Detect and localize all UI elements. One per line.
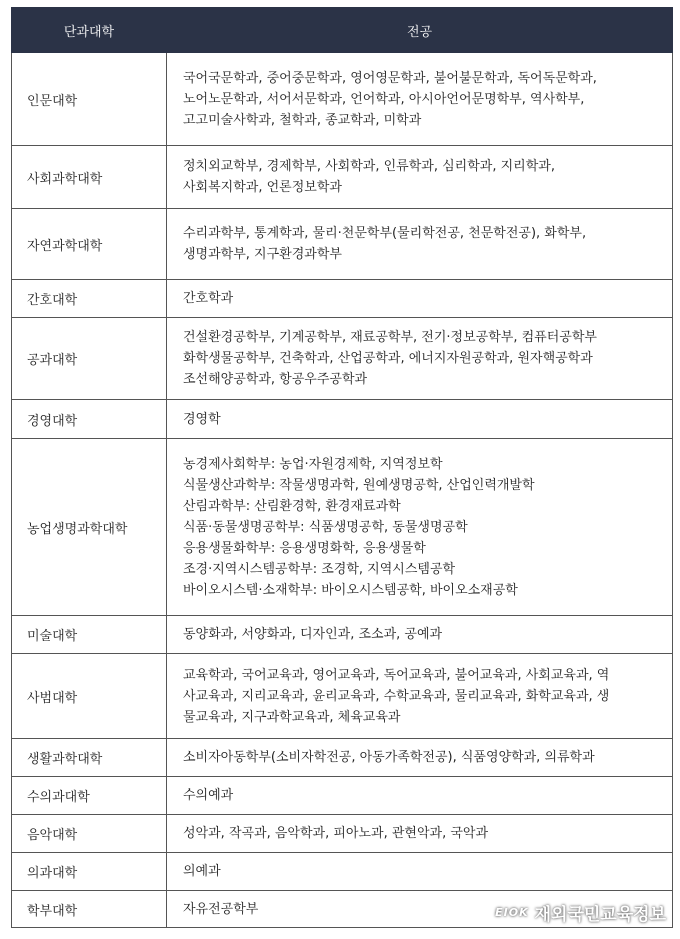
college-name: 경영대학 <box>12 400 167 439</box>
table-row <box>12 616 673 654</box>
majors-cell <box>167 739 673 777</box>
college-name: 음악대학 <box>12 815 167 853</box>
table-row <box>12 209 673 280</box>
table-row <box>12 739 673 777</box>
major-line: 수리과학부, 통계학과, 물리·천문학부(물리학전공, 천문학전공), 화학부, <box>183 226 587 241</box>
major-line: 사회복지학과, 언론정보학과 <box>183 180 342 195</box>
college-name: 학부대학 <box>12 891 167 928</box>
table-row <box>12 654 673 739</box>
major-line: 교육학과, 국어교육과, 영어교육과, 독어교육과, 불어교육과, 사회교육과, 역 <box>183 667 610 683</box>
watermark <box>495 900 666 925</box>
majors-cell <box>167 209 673 280</box>
college-name: 수의과대학 <box>12 777 167 815</box>
major-line: 조선해양공학과, 항공우주공학과 <box>183 372 368 387</box>
majors-cell <box>167 815 673 853</box>
major-line: 정치외교학부, 경제학부, 사회학과, 인류학과, 심리학과, 지리학과, <box>183 159 555 174</box>
table-row <box>12 777 673 815</box>
major-line: 자유전공학부 <box>183 901 259 917</box>
table-row <box>12 815 673 853</box>
college-name: 인문대학 <box>12 53 167 146</box>
major-line: 성악과, 작곡과, 음악학과, 피아노과, 관현악과, 국악과 <box>183 826 489 841</box>
majors-cell <box>167 439 673 616</box>
college-name: 사회과학대학 <box>12 146 167 209</box>
table-row <box>12 853 673 891</box>
majors-cell <box>167 777 673 815</box>
header-college: 단과대학 <box>12 8 167 53</box>
major-line: 경영학 <box>183 411 221 427</box>
major-line: 식물생산과학부: 작물생명과학, 원예생명공학, 산업인력개발학 <box>183 477 535 493</box>
major-line: 간호학과 <box>183 291 234 306</box>
major-line: 응용생물화학부: 응용생명화학, 응용생물학 <box>183 540 426 556</box>
table-row <box>12 400 673 439</box>
college-name: 사범대학 <box>12 654 167 739</box>
major-line: 조경·지역시스템공학부: 조경학, 지역시스템공학 <box>183 561 456 577</box>
major-line: 화학생물공학부, 건축학과, 산업공학과, 에너지자원공학과, 원자핵공학과 <box>183 351 593 366</box>
table-row <box>12 439 673 616</box>
majors-cell <box>167 53 673 146</box>
majors-cell <box>167 853 673 891</box>
header-row <box>12 8 673 53</box>
college-name: 의과대학 <box>12 853 167 891</box>
college-name: 생활과학대학 <box>12 739 167 777</box>
major-line: 바이오시스템·소재학부: 바이오시스템공학, 바이오소재공학 <box>183 582 518 598</box>
major-line: 사교육과, 지리교육과, 윤리교육과, 수학교육과, 물리교육과, 화학교육과, 생 <box>183 688 610 704</box>
major-line: 소비자아동학부(소비자학전공, 아동가족학전공), 식품영양학과, 의류학과 <box>183 750 595 765</box>
college-name: 농업생명과학대학 <box>12 439 167 616</box>
major-line: 고고미술사학과, 철학과, 종교학과, 미학과 <box>183 112 422 128</box>
majors-table <box>11 7 673 928</box>
majors-cell <box>167 616 673 654</box>
college-name: 미술대학 <box>12 616 167 654</box>
major-line: 식품·동물생명공학부: 식품생명공학, 동물생명공학 <box>183 519 468 535</box>
table-row <box>12 53 673 146</box>
table-row <box>12 318 673 400</box>
college-name: 자연과학대학 <box>12 209 167 280</box>
major-line: 건설환경공학부, 기계공학부, 재료공학부, 전기·정보공학부, 컴퓨터공학부 <box>183 330 597 345</box>
major-line: 의예과 <box>183 864 221 879</box>
major-line: 산림과학부: 산림환경학, 환경재료과학 <box>183 498 401 514</box>
majors-cell <box>167 400 673 439</box>
table-row <box>12 146 673 209</box>
majors-cell <box>167 654 673 739</box>
college-name: 공과대학 <box>12 318 167 400</box>
major-line: 동양화과, 서양화과, 디자인과, 조소과, 공예과 <box>183 627 443 642</box>
watermark-text: 재외국민교육정보 <box>534 905 666 925</box>
major-line: 노어노문학과, 서어서문학과, 언어학과, 아시아언어문명학부, 역사학부, <box>183 91 585 107</box>
majors-cell <box>167 146 673 209</box>
majors-cell <box>167 318 673 400</box>
major-line: 생명과학부, 지구환경과학부 <box>183 247 342 262</box>
watermark-logo: EIOK <box>495 906 529 919</box>
major-line: 물교육과, 지구과학교육과, 체육교육과 <box>183 709 401 725</box>
header-majors: 전공 <box>167 8 673 53</box>
college-name: 간호대학 <box>12 280 167 318</box>
majors-cell <box>167 280 673 318</box>
major-line: 농경제사회학부: 농업·자원경제학, 지역정보학 <box>183 456 443 472</box>
major-line: 국어국문학과, 중어중문학과, 영어영문학과, 불어불문학과, 독어독문학과, <box>183 70 597 86</box>
major-line: 수의예과 <box>183 788 234 803</box>
table-row <box>12 280 673 318</box>
